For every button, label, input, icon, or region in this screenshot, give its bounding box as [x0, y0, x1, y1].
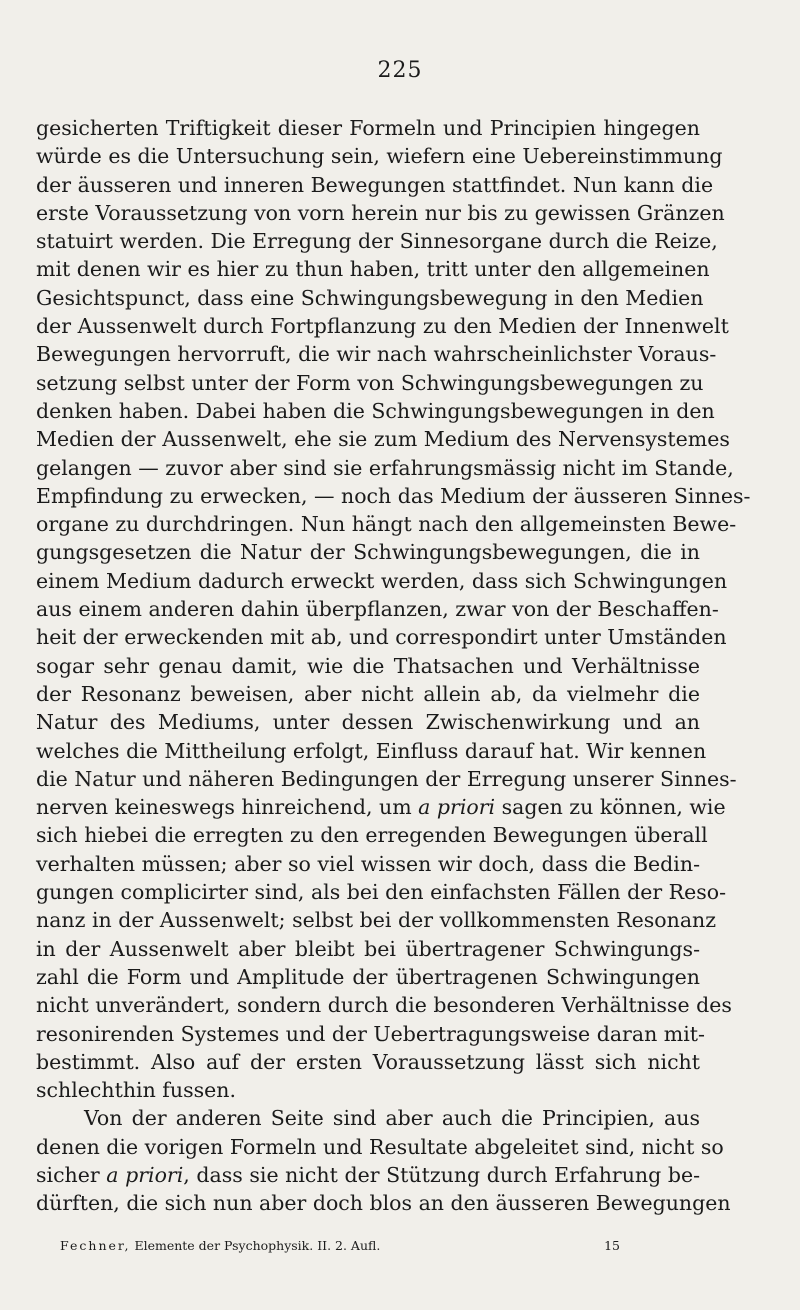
text-line: gelangen — zuvor aber sind sie erfahrungsmässig nicht im Stande, — [36, 455, 734, 480]
footer-imprint — [60, 1238, 380, 1253]
text-line: in der Aussenwelt aber bleibt bei übertragener Schwingungs- — [36, 936, 700, 961]
italic-phrase: a priori — [418, 795, 496, 820]
text-line: Medien der Aussenwelt, ehe sie zum Medium des Nervensystemes — [36, 427, 730, 452]
text-line: nerven keineswegs hinreichend, um a priori sagen zu können, wie — [36, 795, 726, 820]
text-line: der äusseren und inneren Bewegungen stattfindet. Nun kann die — [36, 172, 714, 197]
text-line: heit der erweckenden mit ab, und correspondirt unter Umständen — [36, 625, 727, 650]
text-line: resonirenden Systemes und der Uebertragungsweise daran mit- — [36, 1021, 705, 1046]
italic-phrase: a priori — [106, 1162, 184, 1187]
footer-author: Fechner, — [60, 1238, 131, 1253]
text-line: zahl die Form und Amplitude der übertragenen Schwingungen — [36, 964, 700, 989]
text-line: statuirt werden. Die Erregung der Sinnesorgane durch die Reize, — [36, 229, 718, 254]
text-line: organe zu durchdringen. Nun hängt nach den allgemeinsten Bewe- — [36, 512, 737, 537]
text-line: sich hiebei die erregten zu den erregenden Bewegungen überall — [36, 823, 708, 848]
text-line: gesicherten Triftigkeit dieser Formeln und Principien hingegen — [36, 116, 700, 140]
text-line: denen die vorigen Formeln und Resultate abgeleitet sind, nicht so — [36, 1134, 724, 1159]
text-line: setzung selbst unter der Form von Schwingungsbewegungen zu — [36, 370, 704, 395]
text-line: mit denen wir es hier zu thun haben, tritt unter den allgemeinen — [36, 257, 710, 282]
text-line: nanz in der Aussenwelt; selbst bei der vollkommensten Resonanz — [36, 908, 717, 933]
text-line: verhalten müssen; aber so viel wissen wir doch, dass die Bedin- — [36, 851, 700, 876]
text-line: Empfindung zu erwecken, — noch das Medium der äusseren Sinnes- — [36, 483, 751, 508]
text-line: erste Voraussetzung von vorn herein nur bis zu gewissen Gränzen — [36, 200, 725, 225]
text-line: einem Medium dadurch erweckt werden, dass sich Schwingungen — [36, 568, 728, 593]
text-line: gungen complicirter sind, als bei den einfachsten Fällen der Reso- — [36, 880, 727, 905]
body-text — [36, 114, 751, 1218]
text-line: Gesichtspunct, dass eine Schwingungsbewegung in den Medien — [36, 285, 704, 310]
text-line: denken haben. Dabei haben die Schwingungsbewegungen in den — [36, 398, 715, 423]
text-line: aus einem anderen dahin überpflanzen, zwar von der Beschaffen- — [36, 597, 719, 622]
text-line: der Aussenwelt durch Fortpflanzung zu den Medien der Innenwelt — [36, 314, 729, 339]
text-line: sicher a priori, dass sie nicht der Stützung durch Erfahrung be- — [36, 1162, 701, 1187]
paragraph-start-line: Von der anderen Seite sind aber auch die Principien, aus — [84, 1106, 700, 1131]
text-line: welches die Mittheilung erfolgt, Einfluss darauf hat. Wir kennen — [36, 738, 707, 763]
text-line: sogar sehr genau damit, wie die Thatsachen und Verhältnisse — [36, 653, 700, 678]
text-line: würde es die Untersuchung sein, wiefern eine Uebereinstimmung — [36, 144, 723, 169]
footer-title: Elemente der Psychophysik. II. 2. Aufl. — [134, 1238, 381, 1253]
text-line: nicht unverändert, sondern durch die besonderen Verhältnisse des — [36, 993, 732, 1018]
text-line: die Natur und näheren Bedingungen der Erregung unserer Sinnes- — [36, 766, 737, 791]
text-line: Natur des Mediums, unter dessen Zwischenwirkung und an — [36, 710, 700, 735]
text-line: Bewegungen hervorruft, die wir nach wahrscheinlichster Voraus- — [36, 342, 717, 367]
text-line: bestimmt. Also auf der ersten Voraussetzung lässt sich nicht — [36, 1049, 700, 1074]
text-line: der Resonanz beweisen, aber nicht allein ab, da vielmehr die — [36, 681, 700, 706]
paragraph-end-line: schlechthin fussen. — [36, 1078, 236, 1103]
text-line: gungsgesetzen die Natur der Schwingungsbewegungen, die in — [36, 540, 700, 565]
text-line: dürften, die sich nun aber doch blos an den äusseren Bewegungen — [36, 1191, 731, 1216]
page-number: 225 — [377, 58, 423, 83]
footer — [60, 1238, 620, 1253]
signature-mark: 15 — [604, 1238, 620, 1253]
